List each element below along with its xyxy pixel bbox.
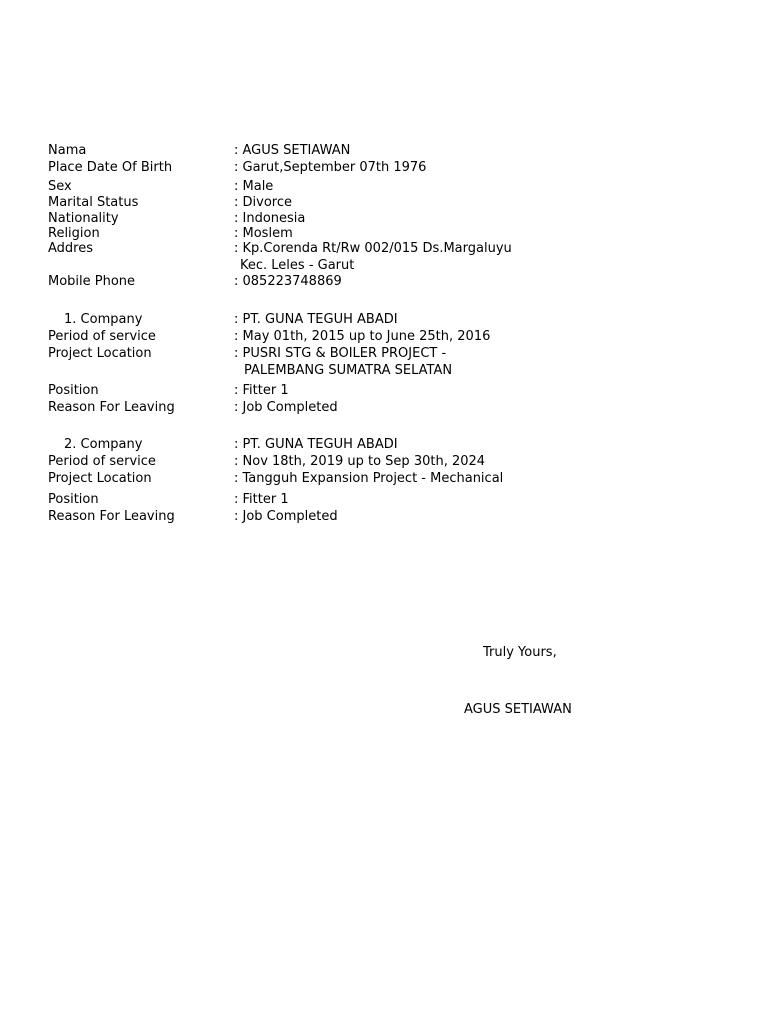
field-sex [0,179,768,195]
field-period-of-service [0,329,768,345]
field-label: Nama [48,143,87,158]
field-value: : Divorce [234,195,292,210]
field-label: 1. Company [64,312,143,327]
field-label: Religion [48,226,100,241]
field-value: : PT. GUNA TEGUH ABADI [234,437,398,452]
field-label: Marital Status [48,195,139,210]
field-value: : Nov 18th, 2019 up to Sep 30th, 2024 [234,454,486,469]
field-label: Reason For Leaving [48,509,175,524]
field-label: Period of service [48,454,156,469]
field-value: : Indonesia [234,211,306,226]
field-value: : Moslem [234,226,293,241]
field-value-continuation: PALEMBANG SUMATRA SELATAN [244,363,453,378]
field-value: : Fitter 1 [234,383,289,398]
field-company [0,312,768,328]
field-value-continuation: Kec. Leles - Garut [240,258,355,273]
field-address [0,241,768,257]
field-birth [0,160,768,176]
field-company [0,437,768,453]
field-value: : PT. GUNA TEGUH ABADI [234,312,398,327]
field-reason-for-leaving [0,509,768,525]
field-value: : Job Completed [234,509,338,524]
field-religion [0,226,768,242]
field-value: : Male [234,179,274,194]
field-address-line-2 [0,258,768,274]
closing-salutation: Truly Yours, [483,645,557,660]
field-label: Position [48,383,99,398]
field-mobile-phone [0,274,768,290]
field-label: Nationality [48,211,119,226]
field-position [0,492,768,508]
field-position [0,383,768,399]
field-label: Place Date Of Birth [48,160,173,175]
field-label: Period of service [48,329,156,344]
field-reason-for-leaving [0,400,768,416]
field-value: : Kp.Corenda Rt/Rw 002/015 Ds.Margaluyu [234,241,512,256]
field-value: : May 01th, 2015 up to June 25th, 2016 [234,329,491,344]
field-value: : AGUS SETIAWAN [234,143,351,158]
field-label: Sex [48,179,72,194]
field-value: : Job Completed [234,400,338,415]
field-period-of-service [0,454,768,470]
field-nama [0,143,768,159]
field-project-location [0,346,768,362]
field-label: Addres [48,241,93,256]
field-label: 2. Company [64,437,143,452]
field-value: : Garut,September 07th 1976 [234,160,427,175]
field-nationality [0,211,768,227]
field-label: Reason For Leaving [48,400,175,415]
field-value: : 085223748869 [234,274,342,289]
signature-name: AGUS SETIAWAN [464,702,572,717]
field-value: : Tangguh Expansion Project - Mechanical [234,471,504,486]
field-project-location-line-2 [0,363,768,379]
field-value: : PUSRI STG & BOILER PROJECT - [234,346,447,361]
field-marital-status [0,195,768,211]
field-label: Position [48,492,99,507]
field-label: Mobile Phone [48,274,136,289]
field-label: Project Location [48,346,152,361]
field-project-location [0,471,768,487]
field-value: : Fitter 1 [234,492,289,507]
field-label: Project Location [48,471,152,486]
